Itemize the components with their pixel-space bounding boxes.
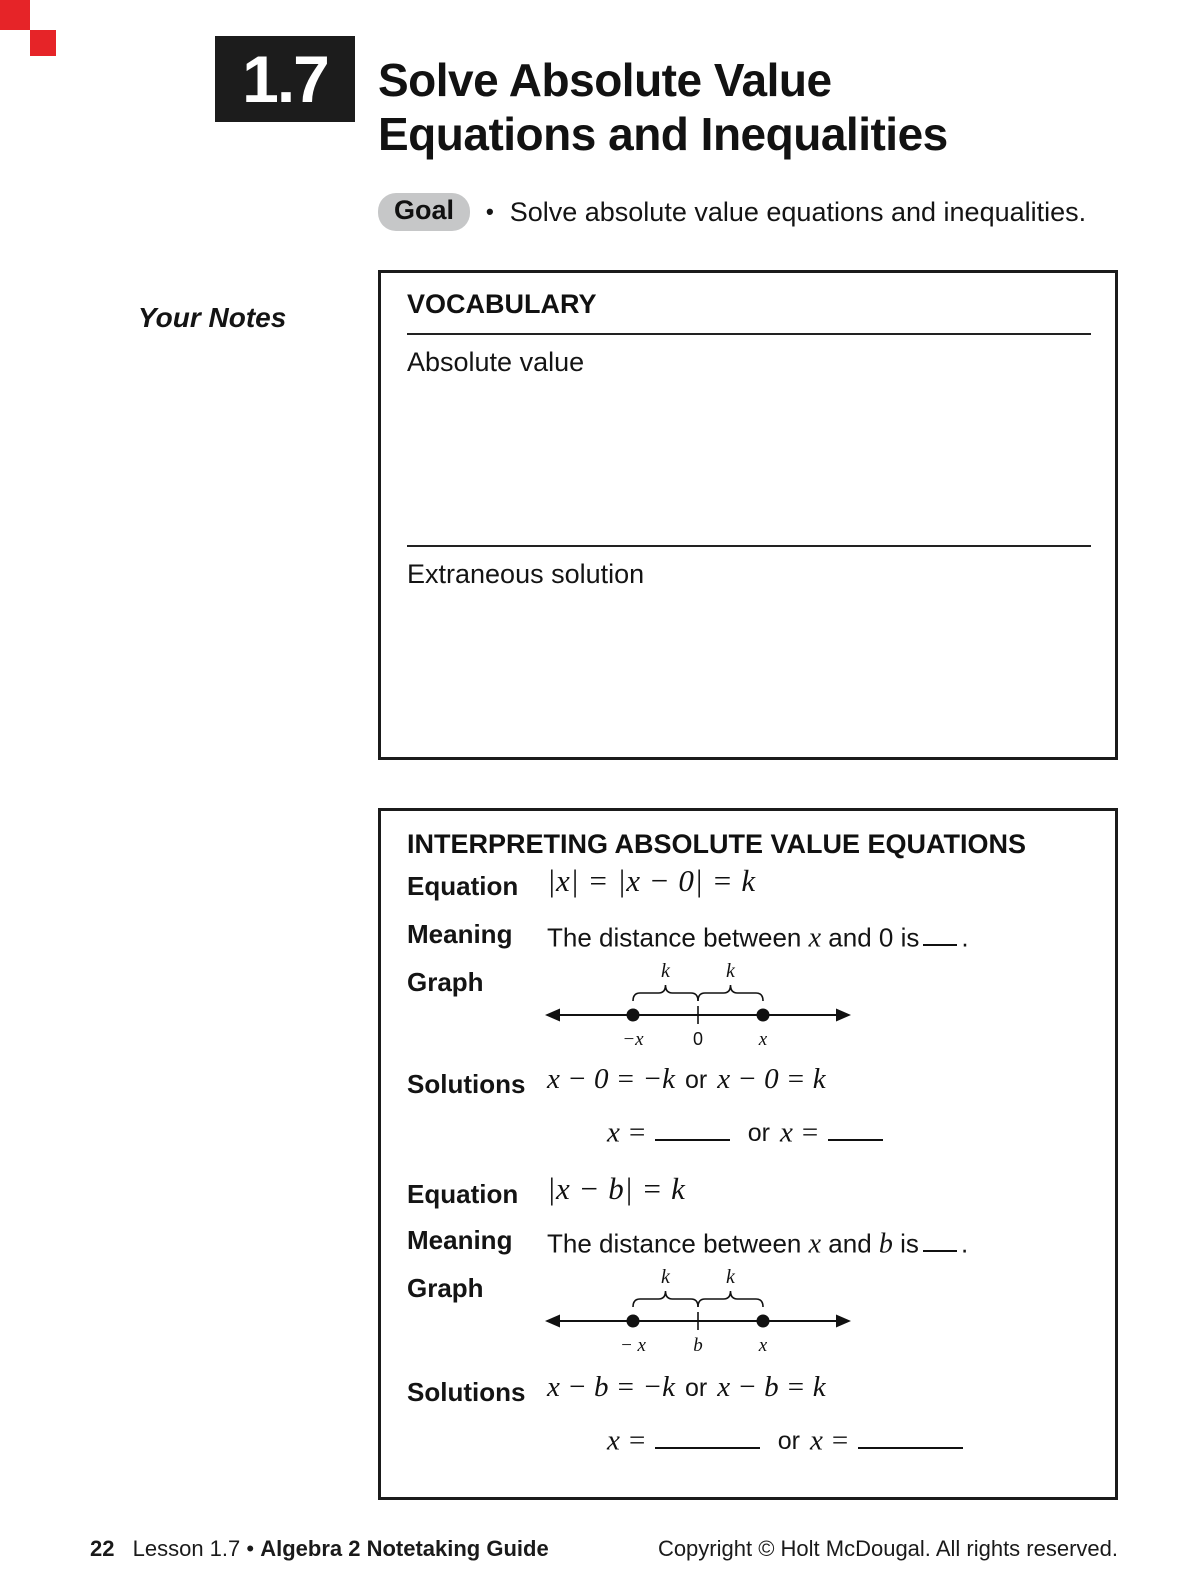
- solutions-1-or: or: [684, 1066, 708, 1094]
- point-negative-x: [627, 1315, 640, 1328]
- point-negative-x: [627, 1009, 640, 1022]
- graph-label: Graph: [407, 967, 484, 997]
- vocabulary-heading: VOCABULARY: [407, 289, 597, 319]
- k-label-left: k: [661, 1266, 670, 1288]
- meaning-2-variable-x: x: [808, 1228, 822, 1260]
- footer-left: [90, 1536, 549, 1562]
- graph-label: Graph: [407, 1273, 484, 1303]
- equation-1: |x| = |x − 0| = k: [547, 863, 756, 898]
- rule-line: [407, 545, 1091, 547]
- axis-label-negative-x: − x: [619, 1335, 647, 1356]
- solutions-2-or: or: [684, 1374, 708, 1402]
- solutions-2-left: x − b = −k: [547, 1371, 675, 1403]
- vocab-term-absolute-value: Absolute value: [407, 347, 585, 377]
- meaning-2-text: is: [900, 1228, 919, 1259]
- meaning-2-variable-b: b: [878, 1228, 893, 1260]
- meaning-1-period: .: [961, 922, 969, 953]
- meaning-1-variable: x: [808, 922, 822, 954]
- goal-text: Solve absolute value equations and inequalities.: [509, 196, 1087, 227]
- meaning-1: [547, 919, 969, 954]
- solutions-1-left: x − 0 = −k: [547, 1063, 675, 1095]
- equation-label: Equation: [407, 871, 519, 901]
- solutions-1-right: x − 0 = k: [717, 1063, 826, 1095]
- left-brace: [633, 1291, 698, 1307]
- registration-mark: [0, 0, 30, 30]
- solutions-1-x-equals-2: x =: [779, 1116, 820, 1149]
- solutions-1-or2: or: [747, 1119, 770, 1148]
- axis-label-zero: 0: [692, 1029, 704, 1049]
- lesson-number-box: [215, 36, 355, 122]
- k-label-right: k: [726, 1266, 735, 1288]
- number-line-graph-1: [543, 951, 853, 1055]
- point-x: [757, 1315, 770, 1328]
- meaning-2: [547, 1225, 968, 1260]
- solutions-2-line1: [547, 1371, 826, 1404]
- answer-blank: [655, 1111, 730, 1141]
- left-brace: [633, 985, 698, 1001]
- axis-label-x: x: [758, 1029, 768, 1050]
- answer-blank: [923, 919, 957, 946]
- answer-blank: [923, 1225, 957, 1252]
- right-arrow: [836, 1009, 851, 1022]
- registration-mark: [30, 30, 56, 56]
- solutions-label: Solutions: [407, 1069, 526, 1099]
- footer-guide-title: Algebra 2 Notetaking Guide: [260, 1536, 549, 1561]
- meaning-label: Meaning: [407, 919, 513, 949]
- meaning-2-text: The distance between: [547, 1228, 802, 1259]
- meaning-2-text: and: [828, 1228, 872, 1259]
- right-arrow: [836, 1315, 851, 1328]
- right-brace: [698, 985, 763, 1001]
- equation-2: |x − b| = k: [547, 1171, 686, 1206]
- answer-blank: [655, 1419, 760, 1449]
- point-x: [757, 1009, 770, 1022]
- equation-label: Equation: [407, 1179, 519, 1209]
- answer-blank: [828, 1111, 883, 1141]
- left-arrow: [545, 1315, 560, 1328]
- number-line-graph-2: [543, 1257, 853, 1361]
- page-title-line1: Solve Absolute Value: [378, 54, 832, 106]
- left-arrow: [545, 1009, 560, 1022]
- meaning-1-text: and 0 is: [828, 922, 920, 953]
- axis-label-b: b: [693, 1335, 703, 1356]
- interpreting-heading: INTERPRETING ABSOLUTE VALUE EQUATIONS: [407, 829, 1027, 859]
- solutions-1-line2: [607, 1111, 891, 1149]
- footer-lesson-ref: Lesson 1.7: [132, 1536, 241, 1561]
- solutions-2-or2: or: [777, 1427, 800, 1456]
- meaning-label: Meaning: [407, 1225, 513, 1255]
- meaning-1-text: The distance between: [547, 922, 802, 953]
- solutions-label: Solutions: [407, 1377, 526, 1407]
- k-label-right: k: [726, 960, 735, 982]
- goal-row: [378, 193, 1086, 231]
- footer-copyright: Copyright © Holt McDougal. All rights reserved.: [657, 1536, 1118, 1561]
- right-brace: [698, 1291, 763, 1307]
- page-title: [378, 54, 948, 162]
- axis-label-negative-x: −x: [622, 1029, 644, 1050]
- vocabulary-box: [378, 270, 1118, 760]
- page-number: 22: [90, 1536, 115, 1561]
- your-notes-label: Your Notes: [138, 302, 287, 333]
- meaning-2-period: .: [960, 1228, 969, 1259]
- solutions-2-x-equals-2: x =: [809, 1424, 850, 1457]
- solutions-2-x-equals: x =: [607, 1424, 647, 1457]
- axis-label-x: x: [758, 1335, 768, 1356]
- goal-badge: Goal: [378, 193, 470, 231]
- solutions-1-x-equals: x =: [607, 1116, 647, 1149]
- footer-separator: •: [246, 1536, 255, 1561]
- interpreting-box: [378, 808, 1118, 1500]
- page-title-line2: Equations and Inequalities: [378, 107, 948, 160]
- lesson-number: 1.7: [242, 42, 328, 116]
- solutions-2-right: x − b = k: [717, 1371, 826, 1403]
- goal-bullet: •: [486, 199, 494, 224]
- k-label-left: k: [661, 960, 670, 982]
- answer-blank: [858, 1419, 963, 1449]
- solutions-1-line1: [547, 1063, 826, 1096]
- rule-line: [407, 333, 1091, 335]
- vocab-term-extraneous-solution: Extraneous solution: [407, 559, 645, 589]
- solutions-2-line2: [607, 1419, 971, 1457]
